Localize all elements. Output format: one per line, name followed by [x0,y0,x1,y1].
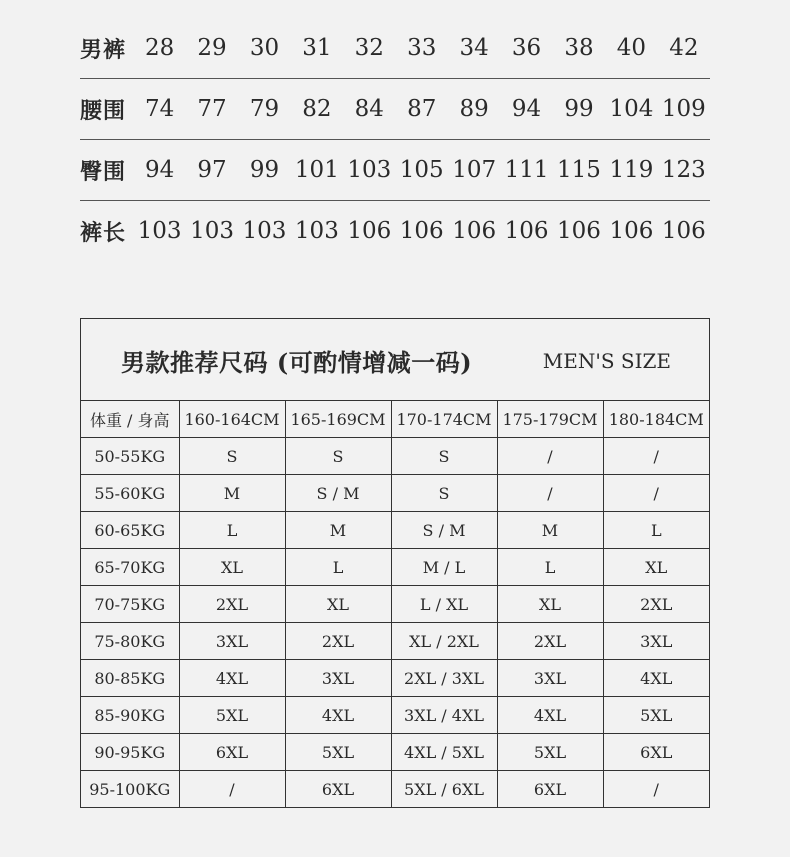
length-cell: 106 [609,218,654,244]
waist-cell: 82 [302,96,332,122]
height-range-header: 160-164CM [179,401,285,438]
recommended-size-cell: S / M [391,512,497,549]
recommended-size-cell: 4XL / 5XL [391,734,497,771]
recommended-size-cell: 2XL [497,623,603,660]
size-cell: 28 [144,35,175,61]
row-label: 臀围 [80,158,127,185]
table-row [81,586,709,623]
weight-range-cell: 95-100KG [81,771,179,808]
recommended-size-cell: 4XL [179,660,285,697]
recommended-size-cell: 3XL [497,660,603,697]
weight-height-header: 体重 / 身高 [81,401,179,438]
recommendation-title: 男款推荐尺码 (可酌情增减一码) [121,348,473,377]
height-range-header: 170-174CM [391,401,497,438]
size-cell: 32 [354,35,384,61]
table-row [81,475,709,512]
row-label: 男裤 [80,36,127,63]
recommended-size-cell: 6XL [603,734,709,771]
recommendation-subtitle: MEN'S SIZE [542,349,671,373]
hip-cell: 123 [661,157,706,183]
weight-range-cell: 55-60KG [81,475,179,512]
size-cell: 34 [459,35,489,61]
hip-cell: 107 [452,157,497,183]
grid-header-row [81,401,709,438]
recommendation-header [81,319,709,401]
length-cell: 106 [661,218,706,244]
recommended-size-cell: 5XL [603,697,709,734]
waist-cell: 104 [609,96,654,122]
recommended-size-cell: 3XL [179,623,285,660]
hip-cell: 99 [249,157,280,183]
recommended-size-cell: L [497,549,603,586]
recommended-size-cell: 3XL [603,623,709,660]
table-row [81,549,709,586]
size-recommendation-table [80,318,710,808]
recommendation-grid [81,401,709,807]
size-cell: 29 [197,35,227,61]
recommended-size-cell: M / L [391,549,497,586]
hip-cell: 115 [557,157,601,183]
waist-cell: 109 [661,96,706,122]
table-row [81,771,709,808]
recommended-size-cell: / [653,779,659,799]
weight-range-cell: 60-65KG [81,512,179,549]
table-row [81,660,709,697]
recommended-size-cell: S / M [285,475,391,512]
hip-cell: 111 [504,157,549,183]
length-cell: 103 [242,218,287,244]
waist-cell: 84 [354,96,384,122]
height-range-header: 165-169CM [285,401,391,438]
length-cell: 103 [294,218,339,244]
length-row [80,201,710,261]
recommended-size-cell: 5XL / 6XL [391,771,497,808]
table-row [81,734,709,771]
recommended-size-cell: S [179,438,285,475]
recommended-size-cell: 4XL [497,697,603,734]
weight-range-cell: 75-80KG [81,623,179,660]
recommended-size-cell: XL [603,549,709,586]
recommended-size-cell: 4XL [603,660,709,697]
waist-cell: 87 [407,96,437,122]
hip-cell: 105 [399,157,444,183]
recommended-size-cell: XL [285,586,391,623]
size-cell: 31 [302,35,332,61]
recommended-size-cell: 2XL [285,623,391,660]
waist-row [80,79,710,140]
recommended-size-cell: 6XL [179,734,285,771]
recommended-size-cell: M [179,475,285,512]
recommended-size-cell: 5XL [497,734,603,771]
hip-cell: 97 [197,157,227,183]
recommended-size-cell: 3XL [285,660,391,697]
recommended-size-cell: XL / 2XL [391,623,497,660]
weight-range-cell: 70-75KG [81,586,179,623]
waist-cell: 99 [564,96,594,122]
waist-cell: 77 [197,96,227,122]
recommended-size-cell: 4XL [285,697,391,734]
size-cell: 40 [616,35,647,61]
recommended-size-cell: XL [497,586,603,623]
length-cell: 106 [452,218,497,244]
hip-cell: 94 [144,157,175,183]
recommended-size-cell: L [285,549,391,586]
hip-row [80,140,710,201]
waist-cell: 79 [249,96,280,122]
recommended-size-cell: 2XL [179,586,285,623]
size-row [80,18,710,79]
size-cell: 30 [249,35,280,61]
waist-cell: 74 [144,96,175,122]
pants-size-table [80,18,710,261]
length-cell: 106 [504,218,549,244]
hip-cell: 103 [347,157,392,183]
recommended-size-cell: XL [179,549,285,586]
size-cell: 38 [564,35,594,61]
recommended-size-cell: / [603,475,709,512]
length-cell: 106 [557,218,601,244]
recommended-size-cell: 5XL [179,697,285,734]
hip-cell: 101 [294,157,339,183]
hip-cell: 119 [609,157,654,183]
table-row [81,623,709,660]
length-cell: 106 [399,218,444,244]
length-cell: 103 [190,218,234,244]
recommended-size-cell: / [497,438,603,475]
recommended-size-cell: 6XL [285,771,391,808]
recommended-size-cell: L [179,512,285,549]
waist-cell: 94 [511,96,542,122]
recommended-size-cell: / [603,438,709,475]
table-row [81,697,709,734]
height-range-header: 175-179CM [497,401,603,438]
length-cell: 106 [347,218,392,244]
recommended-size-cell: M [497,512,603,549]
recommended-size-cell: 5XL [285,734,391,771]
size-cell: 33 [407,35,437,61]
recommended-size-cell: 2XL / 3XL [391,660,497,697]
weight-range-cell: 65-70KG [81,549,179,586]
recommended-size-cell: L [603,512,709,549]
weight-range-cell: 85-90KG [81,697,179,734]
recommended-size-cell: / [179,771,285,808]
weight-range-cell: 90-95KG [81,734,179,771]
recommended-size-cell: L / XL [391,586,497,623]
table-row [81,512,709,549]
row-label: 腰围 [80,97,127,124]
row-label: 裤长 [80,219,127,246]
recommended-size-cell: 3XL / 4XL [391,697,497,734]
weight-range-cell: 80-85KG [81,660,179,697]
recommended-size-cell: / [497,475,603,512]
recommended-size-cell: S [391,438,497,475]
height-range-header: 180-184CM [603,401,709,438]
recommended-size-cell: S [285,438,391,475]
recommended-size-cell: 2XL [603,586,709,623]
waist-cell: 89 [459,96,489,122]
size-cell: 42 [669,35,699,61]
recommended-size-cell: M [285,512,391,549]
recommended-size-cell: S [391,475,497,512]
table-row [81,438,709,475]
length-cell: 103 [137,218,182,244]
recommended-size-cell: 6XL [497,771,603,808]
size-cell: 36 [511,35,542,61]
weight-range-cell: 50-55KG [81,438,179,475]
